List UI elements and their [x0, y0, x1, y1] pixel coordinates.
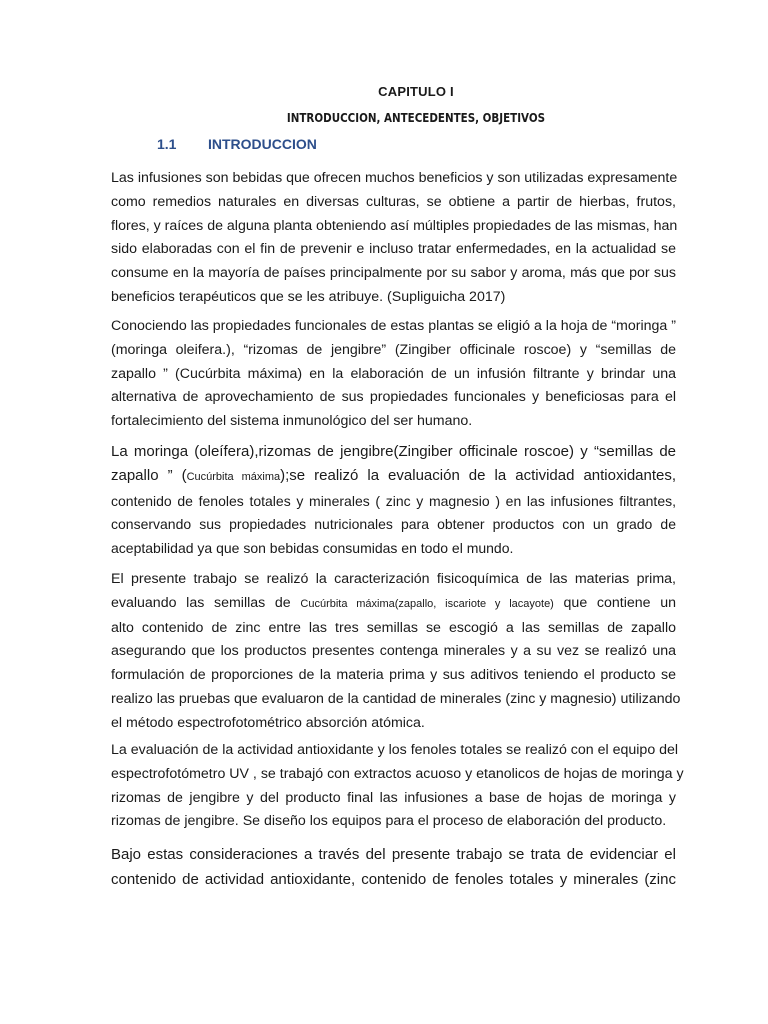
paragraph-line: Bajo estas consideraciones a través del presente trabajo se trata de evidenciar el — [111, 846, 676, 863]
paragraph-line: fortalecimiento del sistema inmunológico del ser humano. — [111, 413, 473, 430]
section-number: 1.1 — [157, 136, 177, 152]
chapter-title: CAPITULO I — [378, 84, 454, 99]
chapter-subtitle: INTRODUCCION, ANTECEDENTES, OBJETIVOS — [286, 111, 546, 125]
paragraph-1 — [111, 167, 676, 310]
paragraph-line: asegurando que los productos presentes contenga minerales y a su vez se realizó una — [111, 643, 676, 660]
scientific-name: Zingiber officinale roscoe — [398, 443, 570, 460]
text-run: ) y “semillas de — [569, 443, 677, 460]
paragraph-line: (moringa oleifera.), “rizomas de jengibre” (Zingiber officinale roscoe) y “semillas de — [111, 341, 676, 358]
section-title: INTRODUCCION — [208, 136, 317, 152]
paragraph-2 — [111, 315, 676, 434]
paragraph-line: alto contenido de zinc entre las tres semillas se escogió a las semillas de zapallo — [111, 619, 676, 636]
text-run: La moringa (oleífera),rizomas de jengibre( — [111, 443, 399, 460]
paragraph-line — [111, 464, 676, 490]
text-run: que contiene un — [553, 594, 677, 611]
paragraph-line: La evaluación de la actividad antioxidante y los fenoles totales se realizó con el equipo del — [111, 742, 679, 758]
section-heading — [157, 136, 317, 152]
paragraph-line: contenido de fenoles totales y minerales ( zinc y magnesio ) en las infusiones filtrantes, — [111, 492, 676, 509]
paragraph-6 — [111, 842, 676, 892]
paragraph-line: aceptabilidad ya que son bebidas consumidas en todo el mundo. — [111, 540, 514, 557]
paragraph-line: sido elaboradas con el fin de prevenir e incluso tratar enfermedades, en la actualidad se — [111, 241, 676, 258]
scientific-name: Cucúrbita máxima — [186, 470, 281, 483]
paragraph-line: realizo las pruebas que evaluaron de la cantidad de minerales (zinc y magnesio) utilizando — [111, 690, 681, 707]
text-run: zapallo ” ( — [111, 466, 187, 484]
paragraph-line: espectrofotómetro UV , se trabajó con extractos acuoso y etanolicos de hojas de moringa y — [111, 765, 684, 782]
paragraph-line: contenido de actividad antioxidante, contenido de fenoles totales y minerales (zinc — [111, 871, 676, 888]
paragraph-line: Conociendo las propiedades funcionales de estas plantas se eligió a la hoja de “moringa ” — [111, 318, 676, 334]
paragraph-line: flores, y raíces de alguna planta obteniendo así múltiples propiedades de las mismas, han — [111, 217, 678, 234]
text-run: evaluando las semillas de — [111, 594, 301, 611]
paragraph-line: consume en la mayoría de países principalmente por su sabor y aroma, más que por sus — [111, 265, 676, 282]
paragraph-line: El presente trabajo se realizó la caracterización fisicoquímica de las materias prima, — [111, 571, 676, 587]
paragraph-4 — [111, 568, 681, 736]
paragraph-3 — [111, 440, 676, 561]
paragraph-line: formulación de proporciones de la materia prima y sus aditivos teniendo el producto se — [111, 667, 676, 684]
paragraph-line — [111, 440, 676, 464]
text-run: );se realizó la evaluación de la actividad antioxidantes, — [280, 466, 677, 484]
paragraph-line: beneficios terapéuticos que se les atribuye. (Supliguicha 2017) — [111, 288, 506, 305]
paragraph-5 — [111, 739, 684, 834]
paragraph-line: conservando sus propiedades nutricionales para obtener productos con un grado de — [111, 516, 676, 533]
scientific-name: Cucúrbita máxima(zapallo, iscariote y lacayote) — [300, 597, 554, 610]
paragraph-line: rizomas de jengibre. Se diseño los equipos para el proceso de elaboración del producto. — [111, 813, 667, 830]
paragraph-line: Las infusiones son bebidas que ofrecen muchos beneficios y son utilizadas expresamente — [111, 170, 678, 186]
paragraph-line: rizomas de jengibre y del producto final las infusiones a base de hojas de moringa y — [111, 789, 676, 806]
paragraph-line: alternativa de aprovechamiento de sus propiedades funcionales y beneficiosas para el — [111, 389, 676, 406]
paragraph-line: zapallo ” (Cucúrbita máxima) en la elaboración de un infusión filtrante y brindar una — [111, 365, 676, 382]
paragraph-line: como remedios naturales en diversas culturas, se obtiene a partir de hierbas, frutos, — [111, 193, 676, 210]
paragraph-line: el método espectrofotométrico absorción atómica. — [111, 714, 425, 731]
paragraph-line — [111, 592, 676, 617]
